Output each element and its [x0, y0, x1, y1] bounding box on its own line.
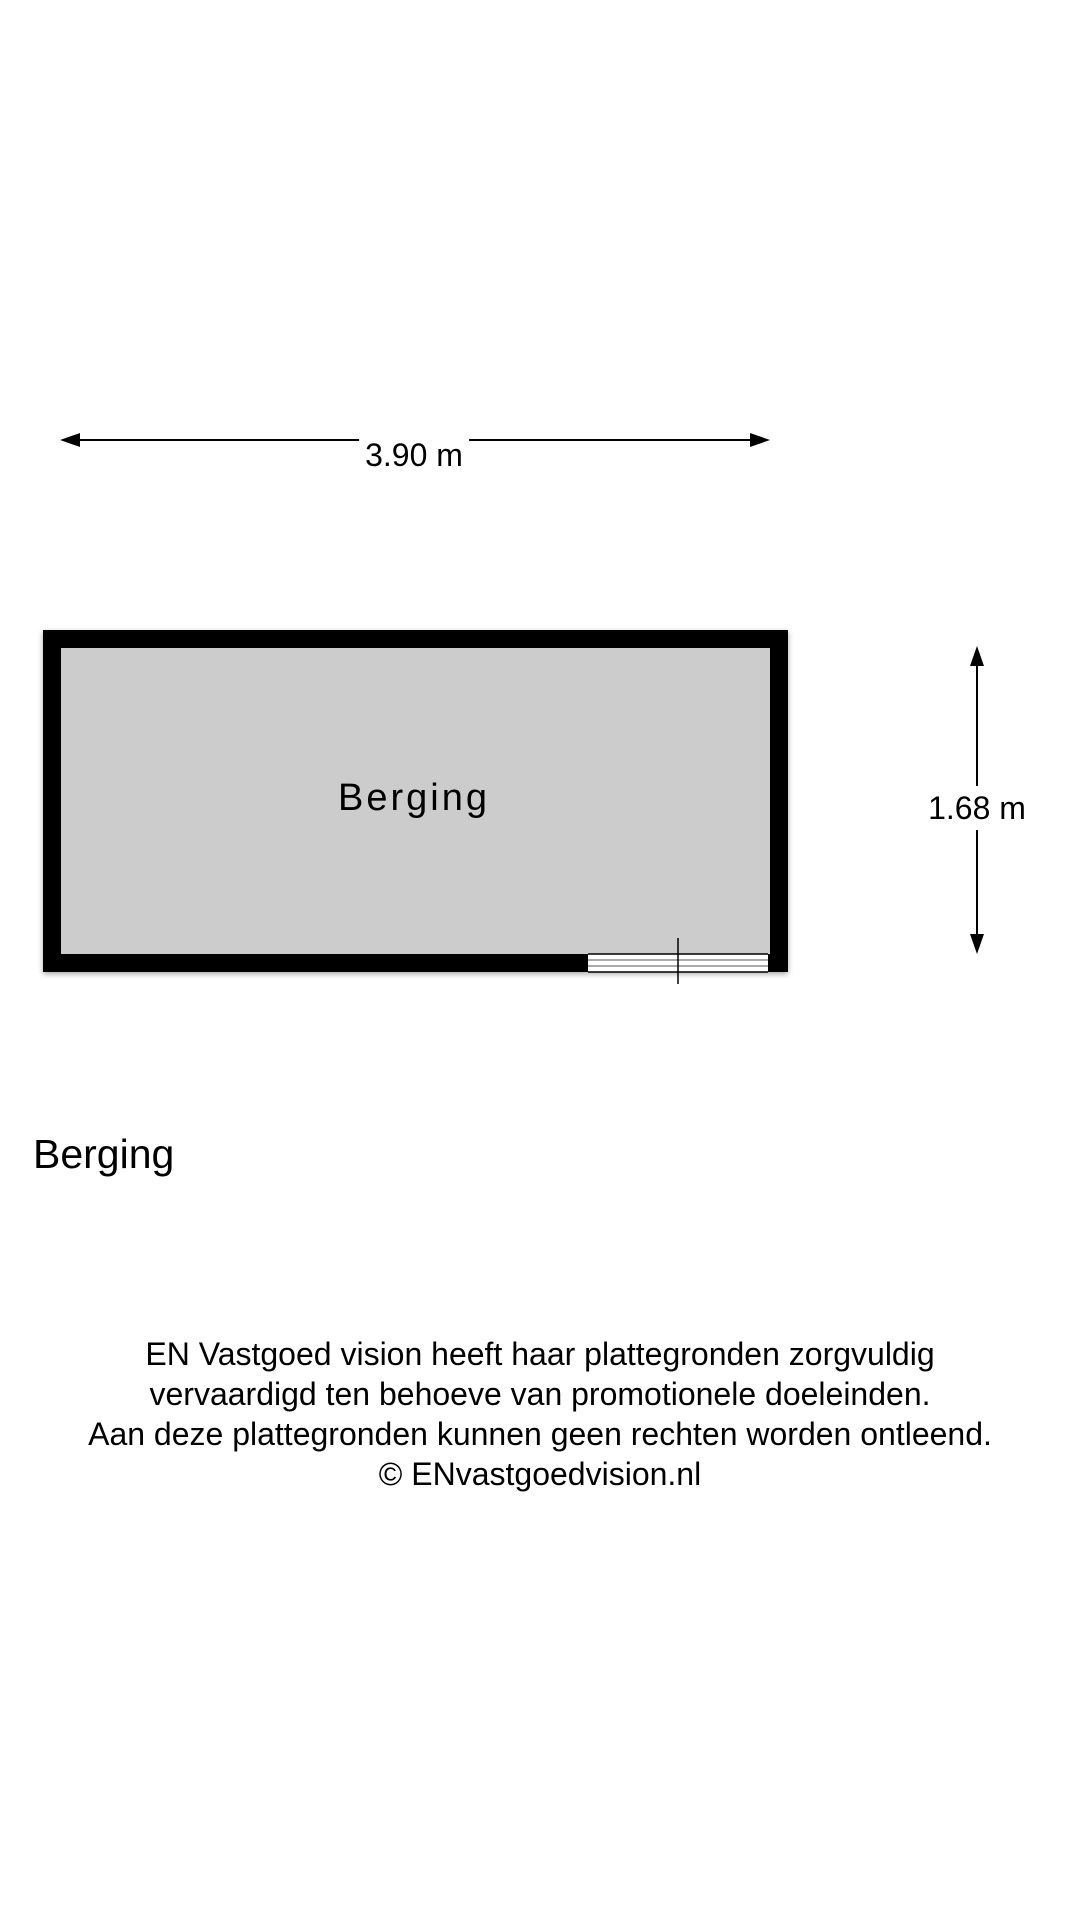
arrow-left-icon — [60, 433, 80, 447]
disclaimer-line: Aan deze plattegronden kunnen geen rechten worden ontleend. — [88, 1416, 992, 1452]
arrow-right-icon — [750, 433, 770, 447]
disclaimer-line: EN Vastgoed vision heeft haar plattegronden zorgvuldig — [145, 1336, 935, 1372]
room-name-label: Berging — [338, 777, 490, 819]
disclaimer-text — [0, 1334, 1080, 1494]
floor-title: Berging — [33, 1131, 175, 1177]
height-dimension-label: 1.68 m — [928, 786, 1026, 830]
copyright-line: © ENvastgoedvision.nl — [378, 1456, 702, 1492]
arrow-down-icon — [970, 934, 984, 954]
width-dimension-label: 3.90 m — [359, 439, 469, 471]
arrow-up-icon — [970, 646, 984, 666]
disclaimer-line: vervaardigd ten behoeve van promotionele doeleinden. — [149, 1376, 931, 1412]
